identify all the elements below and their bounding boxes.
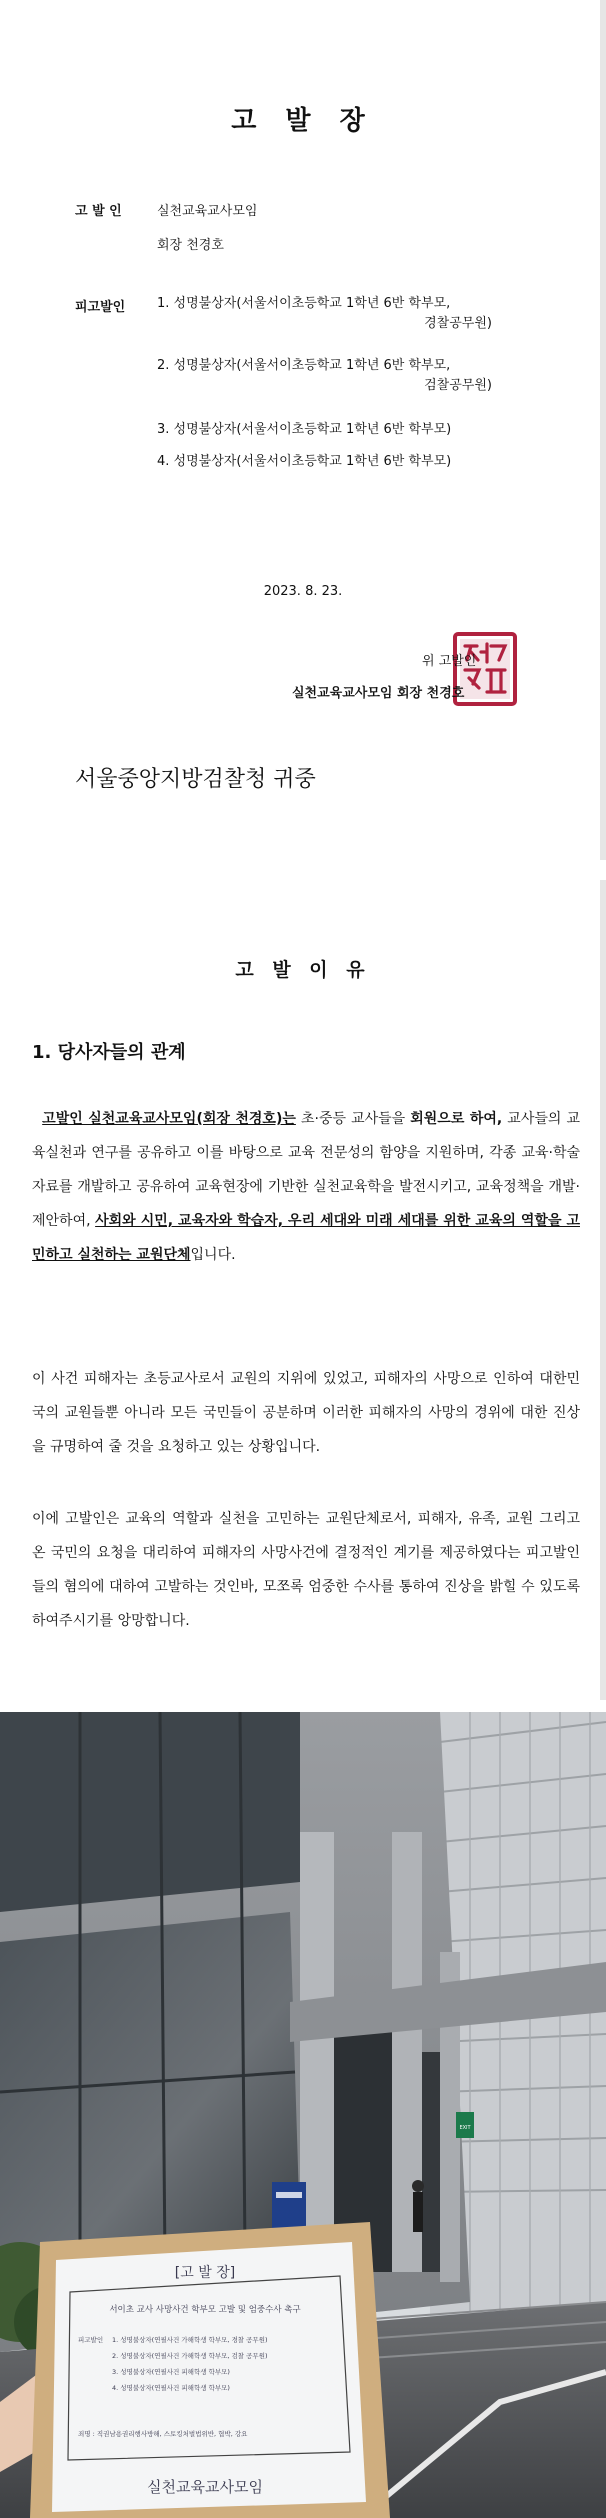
paper-accused-3: 3. 성명불상자(연필사건 피해학생 학부모) (112, 2368, 230, 2376)
paper-accused-1: 1. 성명불상자(연필사건 가해학생 학부모, 경찰 공무원) (112, 2336, 268, 2344)
underlined-text: 사회와 시민, 교육자와 학습자, 우리 세대와 미래 세대를 위한 교육의 역할을 고민하고 실천하는 교원단체 (32, 1213, 580, 1263)
paper-accused-label: 피고발인 (78, 2336, 104, 2344)
photo-prosecutors-office (0, 1712, 606, 2518)
paper-accused-4: 4. 성명불상자(연필사건 피해학생 학부모) (112, 2384, 230, 2392)
accused-item-2 (157, 356, 492, 396)
complaint-date: 2023. 8. 23. (263, 584, 343, 599)
accused-suffix: 검찰공무원) (424, 378, 492, 393)
paragraph-1 (32, 1102, 580, 1272)
paper-accused-2: 2. 성명불상자(연필사건 가해학생 학부모, 검찰 공무원) (112, 2352, 268, 2360)
signature-line-1: 위 고발인 (422, 654, 477, 669)
addressee: 서울중앙지방검찰청 귀중 (75, 767, 316, 792)
paper-subtitle: 서이초 교사 사망사건 학부모 고발 및 엄중수사 촉구 (109, 2305, 301, 2315)
bold-text: 회원으로 하여, (410, 1111, 503, 1127)
page-edge (600, 880, 606, 1700)
photo-scene (0, 1712, 606, 2518)
complainant-label: 고 발 인 (75, 204, 122, 219)
accused-item-1 (157, 294, 492, 334)
complainant-name: 실천교육교사모임 (157, 204, 258, 219)
paper-org: 실천교육교사모임 (147, 2478, 263, 2496)
complaint-page (0, 0, 606, 860)
exit-sign-label: EXIT (459, 2125, 471, 2131)
protest-paper (52, 2242, 366, 2512)
accused-suffix: 경찰공무원) (424, 316, 492, 331)
paragraph-text: 초·중등 교사들을 (295, 1111, 411, 1127)
signature-line-2: 실천교육교사모임 회장 천경호 (292, 686, 465, 701)
complaint-title: 고 발 장 (231, 106, 375, 136)
paragraph-text: 입니다. (190, 1247, 236, 1263)
reasons-title: 고 발 이 유 (235, 959, 371, 981)
accused-item-3 (157, 420, 451, 440)
accused-main: 4. 성명불상자(서울서이초등학교 1학년 6반 학부모) (157, 454, 452, 469)
paragraph-text: 교사들의 교육실천과 연구를 공유하고 이를 바탕으로 교육 전문성의 함양을 지원하며, 각종 교육·학술자료를 개발하고 공유하여 교육현장에 기반한 실천교육학을 발전시키고, 교육정책을 개발·제안하여, (32, 1111, 580, 1229)
accused-main: 3. 성명불상자(서울서이초등학교 1학년 6반 학부모) (157, 422, 452, 437)
paragraph-text: 이 사건 피해자는 초등교사로서 교원의 지위에 있었고, 피해자의 사망으로 인하여 대한민국의 교원들뿐 아니라 모든 국민들이 공분하며 이러한 피해자의 사망의 경위에 대한 진상을 규명하여 줄 것을 요청하고 있는 상황입니다. (32, 1371, 580, 1455)
accused-item-4 (157, 452, 451, 472)
paper-title: [고 발 장] (174, 2265, 236, 2281)
accused-label: 피고발인 (75, 300, 126, 315)
paragraph-text: 이에 고발인은 교육의 역할과 실천을 고민하는 교원단체로서, 피해자, 유족, 교원 그리고 온 국민의 요청을 대리하여 피해자의 사망사건에 결정적인 계기를 제공하였다는 피고발인들의 혐의에 대하여 고발하는 것인바, 모쪼록 엄중한 수사를 통하여 진상을 밝힐 수 있도록 하여주시기를 앙망합니다. (32, 1511, 580, 1629)
paragraph-3 (32, 1502, 580, 1638)
accused-main: 1. 성명불상자(서울서이초등학교 1학년 6반 학부모, (157, 296, 451, 311)
underlined-text: 고발인 실천교육교사모임(회장 천경호)는 (42, 1111, 296, 1127)
section-heading: 1. 당사자들의 관계 (32, 1042, 186, 1063)
paragraph-2 (32, 1362, 580, 1464)
page-separator (0, 860, 606, 880)
complainant-rep: 회장 천경호 (157, 238, 224, 253)
accused-main: 2. 성명불상자(서울서이초등학교 1학년 6반 학부모, (157, 358, 451, 373)
paper-crime: 죄명 : 직권남용권리행사방해, 스토킹처벌법위반, 협박, 강요 (78, 2430, 248, 2438)
